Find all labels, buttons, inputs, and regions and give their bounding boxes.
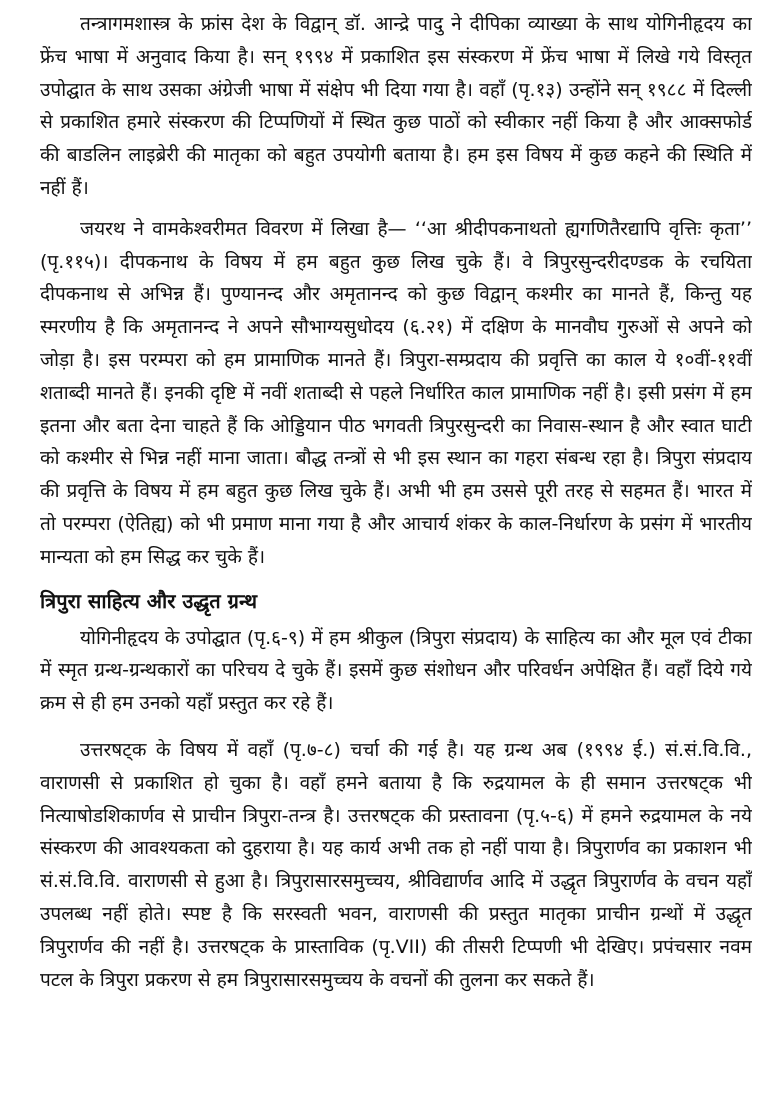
paragraph-yoginihridaya-introduction: योगिनीहृदय के उपोद्घात (पृ.६-९) में हम श्रीकुल (त्रिपुरा संप्रदाय) के साहित्य का और मूल एवं टीका में स्मृत ग्रन्थ-ग्रन्थकारों का परिचय दे चुके हैं। इसमें कुछ संशोधन और परिवर्धन अपेक्षित हैं। वहाँ दिये गये क्रम से ही हम उनको यहाँ प्रस्तुत कर रहे हैं। <box>40 626 752 715</box>
paragraph-jayaratha-commentary: जयरथ ने वामकेश्वरीमत विवरण में लिखा है— ‘‘आ श्रीदीपकनाथतो ह्यगणितैरद्यापि वृत्तिः कृता’’ (पृ.११५)। दीपकनाथ के विषय में हम बहुत कुछ लिख चुके हैं। वे त्रिपुरसुन्दरीदण्डक के रचयिता दीपकनाथ से अभिन्न हैं। पुण्यानन्द और अमृतानन्द को कुछ विद्वान् कश्मीर का मानते हैं, किन्तु यह स्मरणीय है कि अमृतानन्द ने अपने सौभाग्यसुधोदय (६.२१) में दक्षिण के मानवौघ गुरुओं से अपने को जोड़ा है। इस परम्परा को हम प्रामाणिक मानते हैं। त्रिपुरा-सम्प्रदाय की प्रवृत्ति का काल ये १०वीं-११वीं शताब्दी मानते हैं। इनकी दृष्टि में नवीं शताब्दी से पहले निर्धारित काल प्रामाणिक नहीं है। इसी प्रसंग में हम इतना और बता देना चाहते हैं कि ओड्डियान पीठ भगवती त्रिपुरसुन्दरी का निवास-स्थान है और स्वात घाटी को कश्मीर से भिन्न नहीं माना जाता। बौद्ध तन्त्रों से भी इस स्थान का गहरा संबन्ध रहा है। त्रिपुरा संप्रदाय की प्रवृत्ति के विषय में हम बहुत कुछ लिख चुके हैं। अभी भी हम उससे पूरी तरह से सहमत हैं। भारत में तो परम्परा (ऐतिह्य) को भी प्रमाण माना गया है और आचार्य शंकर के काल-निर्धारण के प्रसंग में भारतीय मान्यता को हम सिद्ध कर चुके हैं। <box>40 217 752 568</box>
section-heading: त्रिपुरा साहित्य और उद्धृत ग्रन्थ <box>40 588 258 613</box>
paragraph-french-translation: तन्त्रागमशास्त्र के फ्रांस देश के विद्वान् डॉ. आन्द्रे पादु ने दीपिका व्याख्या के साथ योगिनीहृदय का फ्रेंच भाषा में अनुवाद किया है। सन् १९९४ में प्रकाशित इस संस्करण में फ्रेंच भाषा में लिखे गये विस्तृत उपोद्घात के साथ उसका अंग्रेजी भाषा में संक्षेप भी दिया गया है। वहाँ (पृ.१३) उन्होंने सन् १९८८ में दिल्ली से प्रकाशित हमारे संस्करण की टिप्पणियों में स्थित कुछ पाठों को स्वीकार नहीं किया है और आक्सफोर्ड की बाडलिन लाइब्रेरी की मातृका को बहुत उपयोगी बताया है। हम इस विषय में कुछ कहने की स्थिति में नहीं हैं। <box>40 13 752 199</box>
paragraph-uttarashatka: उत्तरषट्क के विषय में वहाँ (पृ.७-८) चर्चा की गई है। यह ग्रन्थ अब (१९९४ ई.) सं.सं.वि.वि., वाराणसी से प्रकाशित हो चुका है। वहाँ हमने बताया है कि रुद्रयामल के ही समान उत्तरषट्क भी नित्याषोडशिकार्णव से प्राचीन त्रिपुरा-तन्त्र है। उत्तरषट्क की प्रस्तावना (पृ.५-६) में हमने रुद्रयामल के नये संस्करण की आवश्यकता को दुहराया है। यह कार्य अभी तक हो नहीं पाया है। त्रिपुरार्णव का प्रकाशन भी सं.सं.वि.वि. वाराणसी से हुआ है। त्रिपुरासारसमुच्चय, श्रीविद्यार्णव आदि में उद्धृत त्रिपुरार्णव के वचन यहाँ उपलब्ध नहीं होते। स्पष्ट है कि सरस्वती भवन, वाराणसी की प्रस्तुत मातृका प्राचीन ग्रन्थों में उद्धृत त्रिपुरार्णव की नहीं है। उत्तरषट्क के प्रास्ताविक (पृ.VII) की तीसरी टिप्पणी भी देखिए। प्रपंचसार नवम पटल के त्रिपुरा प्रकरण से हम त्रिपुरासारसमुच्चय के वचनों की तुलना कर सकते हैं। <box>40 738 752 991</box>
document-page <box>40 8 752 1098</box>
